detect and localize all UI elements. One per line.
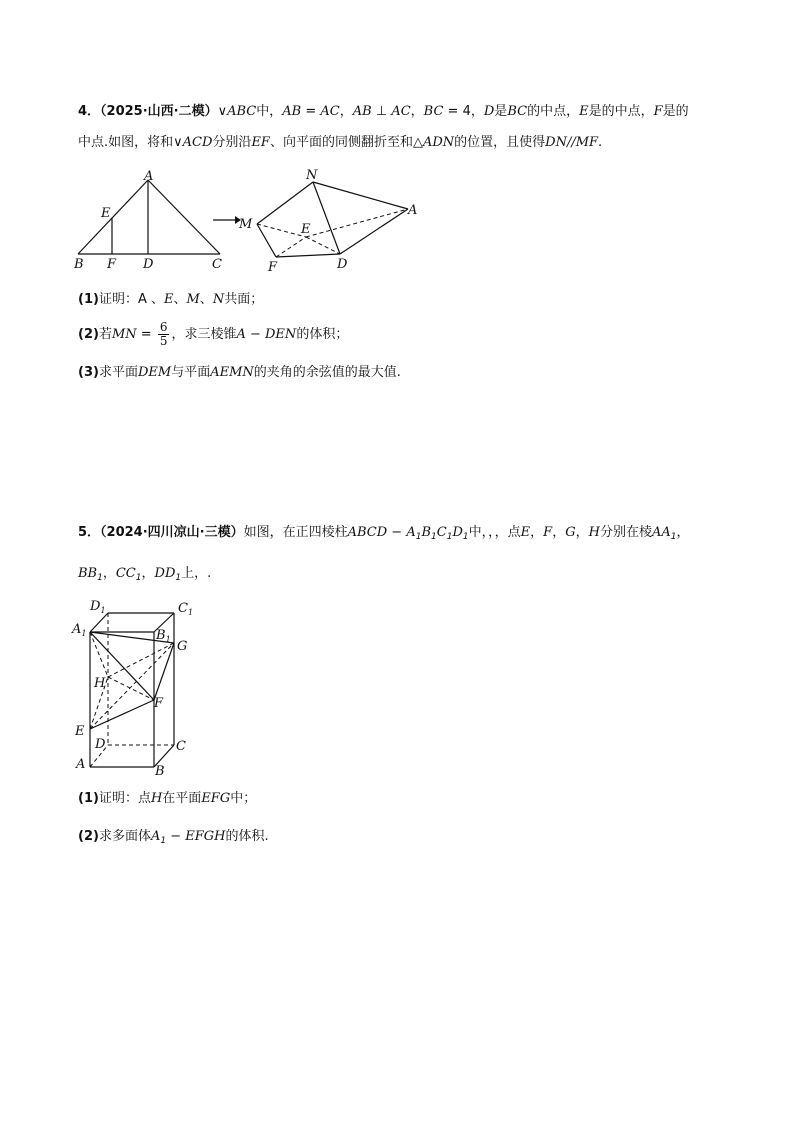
label-A: A: [144, 169, 154, 184]
math: BB: [78, 566, 98, 581]
text: =: [136, 327, 156, 342]
math: CC: [115, 566, 136, 581]
text: 求多面体: [98, 829, 151, 844]
math: F: [653, 104, 663, 119]
text: 、: [173, 292, 187, 307]
subscript: 1: [462, 532, 469, 542]
label-A1: $A_1$: [72, 622, 87, 638]
text: 、向平面的同侧翻折至和△: [269, 135, 423, 150]
problem-source: （2024·四川凉山·三模）: [100, 525, 244, 540]
label-A: A: [408, 203, 418, 218]
subscript: 1: [670, 532, 677, 542]
subscript: 1: [160, 836, 167, 846]
figure-triangle-abc: [70, 168, 230, 273]
text: 求平面: [98, 365, 138, 380]
label-D: D: [337, 257, 348, 272]
text: ⊥: [371, 104, 392, 119]
math: AC: [320, 104, 340, 119]
label-B: B: [155, 764, 165, 779]
label-M: M: [239, 217, 253, 232]
subscript: 1: [446, 532, 453, 542]
fraction-numerator: 6: [159, 320, 168, 334]
label-F: F: [154, 696, 164, 711]
label-D1: $D_1$: [90, 599, 106, 615]
text: ，: [575, 525, 589, 540]
text: = 4，: [443, 104, 484, 119]
text: 在平面: [162, 791, 202, 806]
label-F: F: [107, 257, 117, 272]
question-label: (1): [78, 791, 99, 806]
text: 证明：A 、: [98, 292, 164, 307]
label-F: F: [268, 260, 278, 275]
label-G: G: [177, 639, 188, 654]
math: − EFGH: [166, 829, 226, 844]
subscript: 1: [175, 573, 182, 583]
text: =: [301, 104, 321, 119]
text: 上，.: [181, 566, 212, 581]
problem5-line1: [78, 524, 690, 546]
text: 如图，在正四棱柱: [243, 525, 348, 540]
label-B1: $B_1$: [156, 628, 171, 644]
text: 中点.如图，将和∨: [78, 135, 183, 150]
math: C: [436, 525, 447, 540]
math: A − DEN: [236, 327, 297, 342]
text: 分别沿: [212, 135, 252, 150]
label-E: E: [301, 222, 311, 237]
label-B: B: [74, 257, 84, 272]
label-N: N: [306, 168, 318, 183]
fraction-denominator: 5: [159, 334, 168, 348]
problem4-question3: [78, 364, 401, 382]
label-D: D: [143, 257, 154, 272]
subscript: 1: [97, 573, 103, 583]
text: 的体积；: [296, 327, 349, 342]
label-D: D: [95, 737, 106, 752]
math: D: [452, 525, 463, 540]
subscript: 1: [135, 573, 142, 583]
problem-number: 5．: [78, 525, 101, 540]
text: 的夹角的余弦值的最大值.: [253, 365, 401, 380]
math: AC: [391, 104, 411, 119]
text: ，: [530, 525, 544, 540]
text: ，: [552, 525, 566, 540]
problem4-line2: [78, 134, 602, 152]
problem5-question1: [78, 790, 256, 808]
math: DD: [154, 566, 176, 581]
math: AA: [651, 525, 671, 540]
math: BC: [423, 104, 444, 119]
math: A: [150, 829, 161, 844]
math: H: [150, 791, 163, 806]
text: 的位置，且使得: [454, 135, 546, 150]
problem5-line2: [78, 565, 211, 587]
math: DN//MF: [545, 135, 599, 150]
math: N: [212, 292, 225, 307]
math: ADN: [422, 135, 455, 150]
math: F: [543, 525, 553, 540]
text: 中，: [256, 104, 283, 119]
math: D: [483, 104, 495, 119]
text: ，: [141, 566, 155, 581]
text: .: [598, 135, 603, 150]
math: AEMN: [210, 365, 254, 380]
text: ，求三棱锥: [171, 327, 237, 342]
figure-folded: [238, 165, 428, 275]
text: 中；: [230, 791, 257, 806]
label-E: E: [75, 724, 85, 739]
problem4-line1: [78, 103, 689, 121]
text: 证明：点: [98, 791, 151, 806]
math: MN: [111, 327, 137, 342]
text: 的体积.: [225, 829, 269, 844]
fraction: [158, 321, 170, 348]
text: ，: [676, 525, 690, 540]
question-label: (2): [78, 327, 99, 342]
text: 是的中点，: [588, 104, 654, 119]
label-E: E: [101, 206, 111, 221]
problem5-question2: [78, 828, 269, 850]
text: 分别在棱: [599, 525, 652, 540]
math: B: [421, 525, 432, 540]
math: M: [186, 292, 200, 307]
figure-prism: [70, 595, 200, 780]
text: 是的: [662, 104, 689, 119]
problem-source: （2025·山西·二模）: [100, 104, 218, 119]
text: ，: [102, 566, 116, 581]
text: 的中点，: [527, 104, 580, 119]
math: G: [565, 525, 576, 540]
label-C: C: [176, 739, 186, 754]
math: E: [579, 104, 589, 119]
subscript: 1: [415, 532, 422, 542]
math: AB: [282, 104, 302, 119]
math: DEM: [137, 365, 172, 380]
math: EFG: [201, 791, 231, 806]
math: E: [163, 292, 174, 307]
math: ABCD − A: [347, 525, 416, 540]
problem4-question1: [78, 291, 263, 309]
text: 中，，，点: [468, 525, 521, 540]
text: ，: [410, 104, 424, 119]
question-label: (2): [78, 829, 99, 844]
text: 共面；: [224, 292, 264, 307]
math: ACD: [182, 135, 213, 150]
label-A: A: [76, 757, 86, 772]
text: 与平面: [171, 365, 211, 380]
math: AB: [352, 104, 372, 119]
label-C: C: [212, 257, 222, 272]
text: 、: [199, 292, 213, 307]
math: H: [588, 525, 600, 540]
math: BC: [507, 104, 528, 119]
problem-number: 4．: [78, 104, 101, 119]
text: ∨: [217, 104, 228, 119]
problem4-question2: [78, 318, 348, 352]
question-label: (1): [78, 292, 99, 307]
label-H: H: [94, 676, 106, 691]
arrow-right-icon: [211, 214, 241, 226]
text: 若: [98, 327, 112, 342]
label-C1: $C_1$: [178, 601, 194, 617]
text: ，: [339, 104, 353, 119]
subscript: 1: [431, 532, 437, 542]
question-label: (3): [78, 365, 99, 380]
text: 是: [494, 104, 508, 119]
math: ABC: [227, 104, 257, 119]
math: E: [520, 525, 531, 540]
math: EF: [251, 135, 270, 150]
